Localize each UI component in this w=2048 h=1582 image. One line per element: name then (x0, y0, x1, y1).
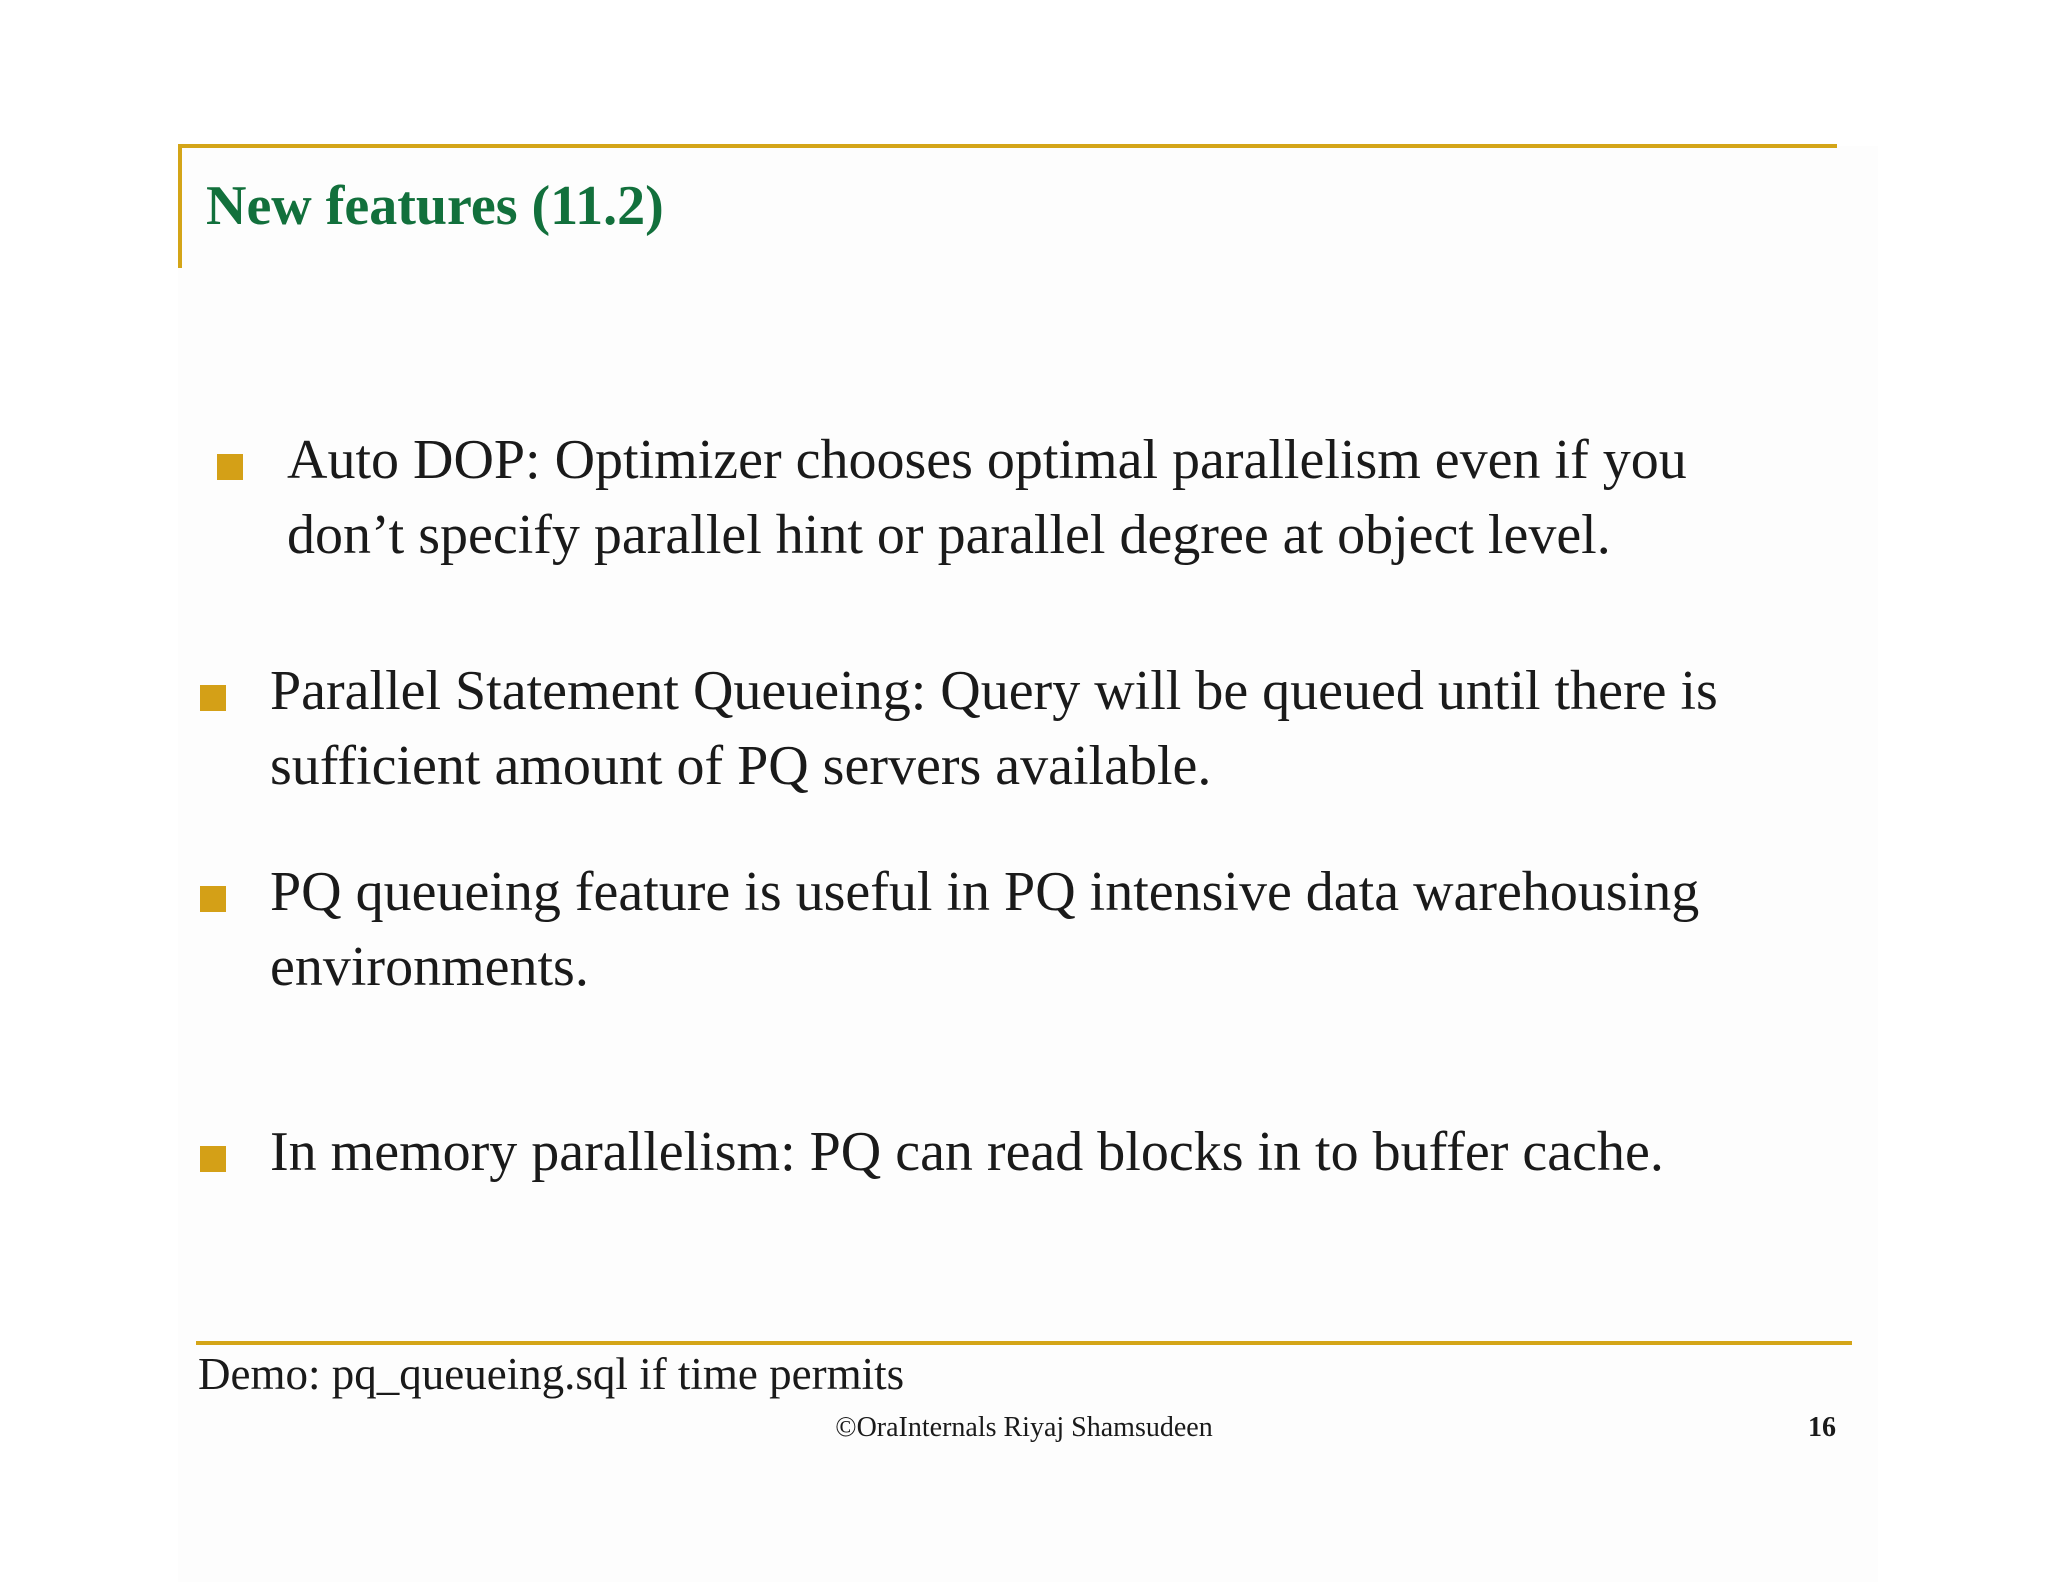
footer-copyright: ©OraInternals Riyaj Shamsudeen (835, 1412, 1213, 1443)
bullet-text: Auto DOP: Optimizer chooses optimal parallelism even if you don’t specify parallel hint or parallel degree at object level. (287, 429, 1687, 566)
demo-note: Demo: pq_queueing.sql if time permits (198, 1349, 905, 1399)
title-left-rule (178, 144, 182, 268)
slide-title: New features (11.2) (206, 175, 664, 237)
bullet-text: PQ queueing feature is useful in PQ intensive data warehousing environments. (270, 861, 1700, 998)
title-top-rule (178, 144, 1837, 148)
square-bullet-icon (200, 886, 226, 912)
bullet-item-in-memory-parallelism (200, 1115, 1820, 1190)
bullet-text: In memory parallelism: PQ can read blocks in to buffer cache. (270, 1121, 1664, 1183)
page-number: 16 (1808, 1412, 1836, 1443)
bullet-text: Parallel Statement Queueing: Query will be queued until there is sufficient amount of PQ servers available. (270, 660, 1718, 797)
square-bullet-icon (200, 685, 226, 711)
square-bullet-icon (200, 1146, 226, 1172)
bullet-item-statement-queueing (200, 654, 1820, 804)
square-bullet-icon (217, 454, 243, 480)
bullet-item-pq-queueing (200, 855, 1820, 1005)
bullet-item-auto-dop (217, 423, 1817, 573)
